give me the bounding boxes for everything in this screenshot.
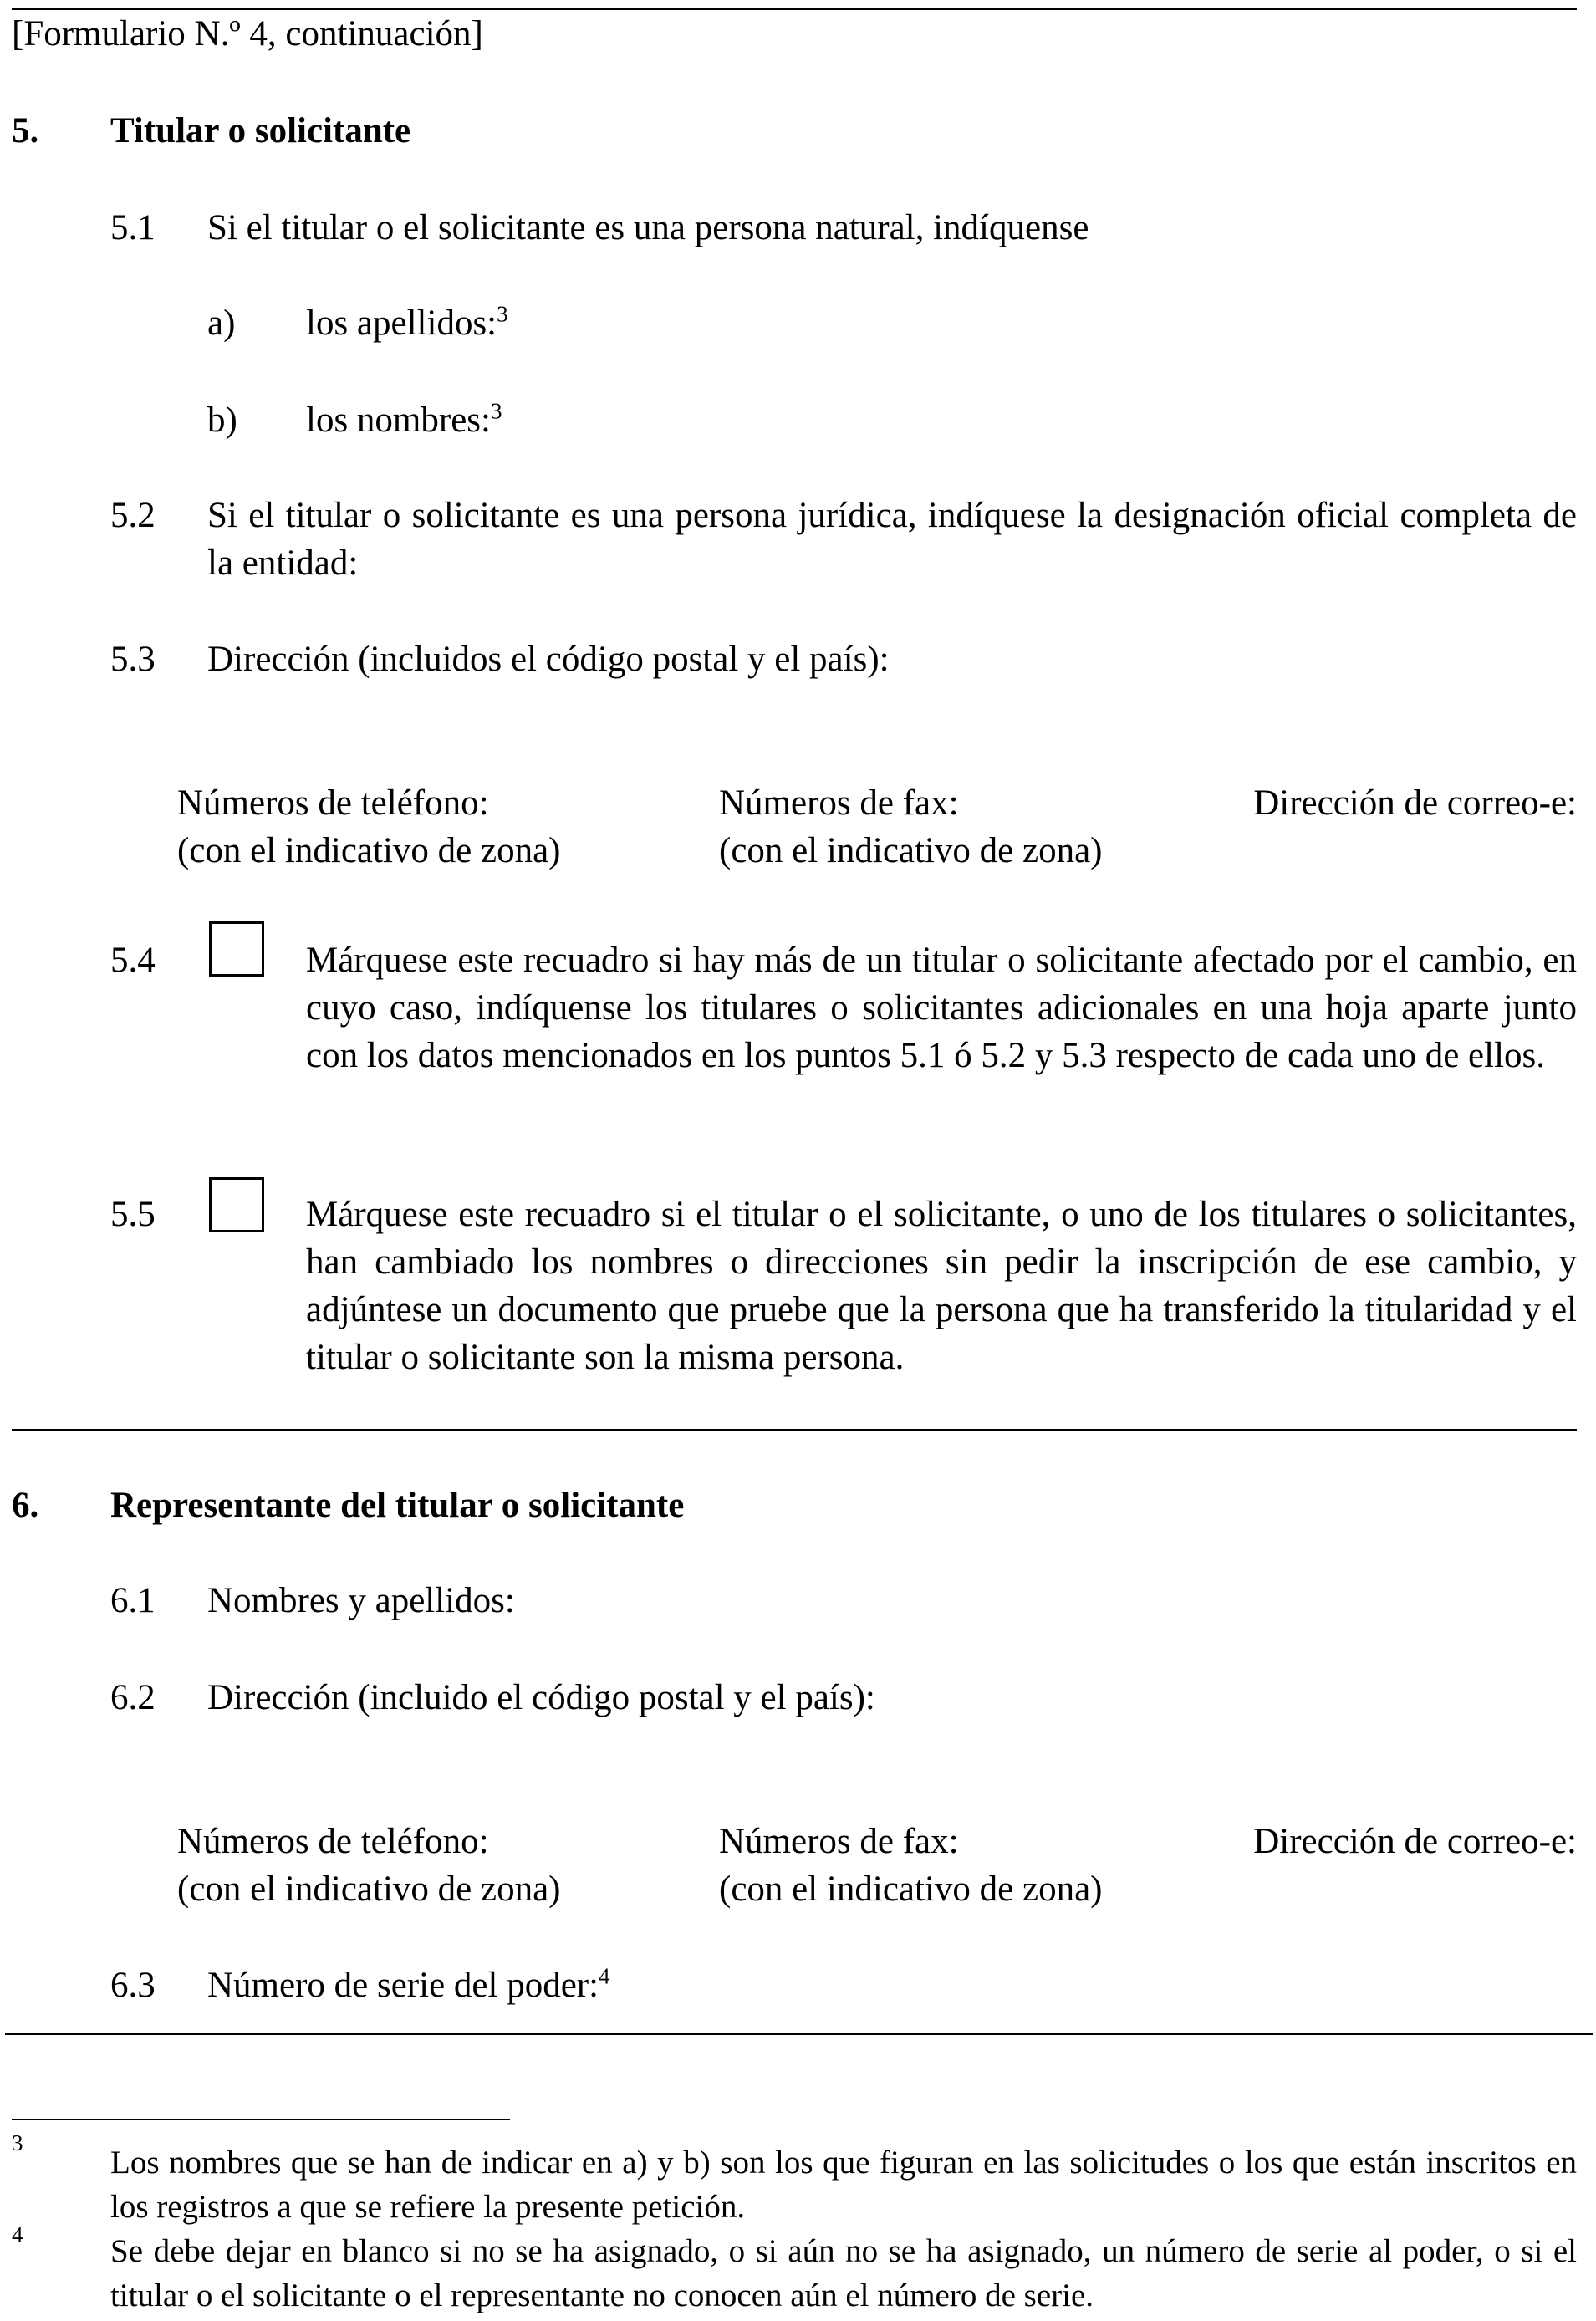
item-5-2-number: 5.2	[110, 496, 156, 535]
phone-label: Números de teléfono:	[177, 783, 489, 823]
rep-phone-label: Números de teléfono:	[177, 1822, 489, 1861]
footnote-ref-3: 3	[497, 301, 508, 327]
item-5-1-b	[306, 396, 502, 444]
footnote-3-mark: 3	[12, 2130, 23, 2155]
item-6-2-number: 6.2	[110, 1678, 156, 1717]
rep-fax-note: (con el indicativo de zona)	[719, 1870, 1103, 1909]
item-5-3-number: 5.3	[110, 640, 156, 679]
continuation-header: [Formulario N.º 4, continuación]	[12, 14, 483, 54]
footnote-ref-4: 4	[599, 1963, 610, 1989]
item-5-2-text: Si el titular o solicitante es una persona jurídica, indíquese la designación oficial completa de la entidad:	[207, 496, 1577, 583]
item-6-1-number: 6.1	[110, 1581, 156, 1620]
item-5-1-number: 5.1	[110, 208, 156, 247]
footnote-4-text: Se debe dejar en blanco si no se ha asignado, o si aún no se ha asignado, un número de serie al poder, o si el titular o el solicitante o el representante no conocen aún el número de serie.	[110, 2233, 1577, 2313]
power-serial-label: Número de serie del poder:	[207, 1966, 599, 2005]
item-5-5-text: Márquese este recuadro si el titular o el solicitante, o uno de los titulares o solicitantes, han cambiado los nombres o direcciones sin pedir la inscripción de ese cambio, y adjúntese un documento que pruebe que la persona que ha transferido la titularidad y el titular o solicitante son la misma persona.	[306, 1195, 1577, 1377]
item-5-1-a-label: a)	[207, 304, 236, 343]
phone-note: (con el indicativo de zona)	[177, 831, 561, 870]
rep-phone-note: (con el indicativo de zona)	[177, 1870, 561, 1909]
apellidos-label: los apellidos:	[306, 304, 497, 343]
footnote-4-mark: 4	[12, 2222, 23, 2247]
item-5-1-b-label: b)	[207, 400, 237, 440]
section-divider	[12, 1429, 1577, 1431]
item-5-5-checkbox[interactable]	[209, 1177, 264, 1232]
item-5-3-text: Dirección (incluidos el código postal y el país):	[207, 640, 890, 679]
item-5-1-a	[306, 299, 508, 347]
rep-fax-label: Números de fax:	[719, 1822, 959, 1861]
section-5-title: Titular o solicitante	[110, 111, 411, 150]
item-6-2-text: Dirección (incluido el código postal y el país):	[207, 1678, 875, 1717]
footnote-ref-3: 3	[490, 398, 502, 424]
item-5-1-text: Si el titular o el solicitante es una persona natural, indíquense	[207, 208, 1089, 247]
item-5-4-number: 5.4	[110, 941, 156, 980]
section-5-number: 5.	[12, 111, 39, 150]
fax-label: Números de fax:	[719, 783, 959, 823]
item-5-4-text: Márquese este recuadro si hay más de un titular o solicitante afectado por el cambio, en cuyo caso, indíquense los titulares o solicitantes adicionales en una hoja aparte junto con los datos mencionados en los puntos 5.1 ó 5.2 y 5.3 respecto de cada uno de ellos.	[306, 941, 1577, 1075]
nombres-label: los nombres:	[306, 400, 491, 440]
email-label: Dirección de correo-e:	[1253, 783, 1577, 823]
section-6-number: 6.	[12, 1486, 39, 1525]
footnote-separator	[12, 2119, 510, 2120]
item-6-3-number: 6.3	[110, 1966, 156, 2005]
fax-note: (con el indicativo de zona)	[719, 831, 1103, 870]
rep-email-label: Dirección de correo-e:	[1253, 1822, 1577, 1861]
bottom-rule	[5, 2033, 1593, 2035]
item-5-4-checkbox[interactable]	[209, 921, 264, 977]
item-5-5-number: 5.5	[110, 1195, 156, 1234]
section-6-title: Representante del titular o solicitante	[110, 1486, 685, 1525]
footnote-3-text: Los nombres que se han de indicar en a) y b) son los que figuran en las solicitudes o los que están inscritos en los registros a que se refiere la presente petición.	[110, 2145, 1577, 2225]
item-6-1-text: Nombres y apellidos:	[207, 1581, 515, 1620]
item-6-3	[207, 1961, 610, 2009]
